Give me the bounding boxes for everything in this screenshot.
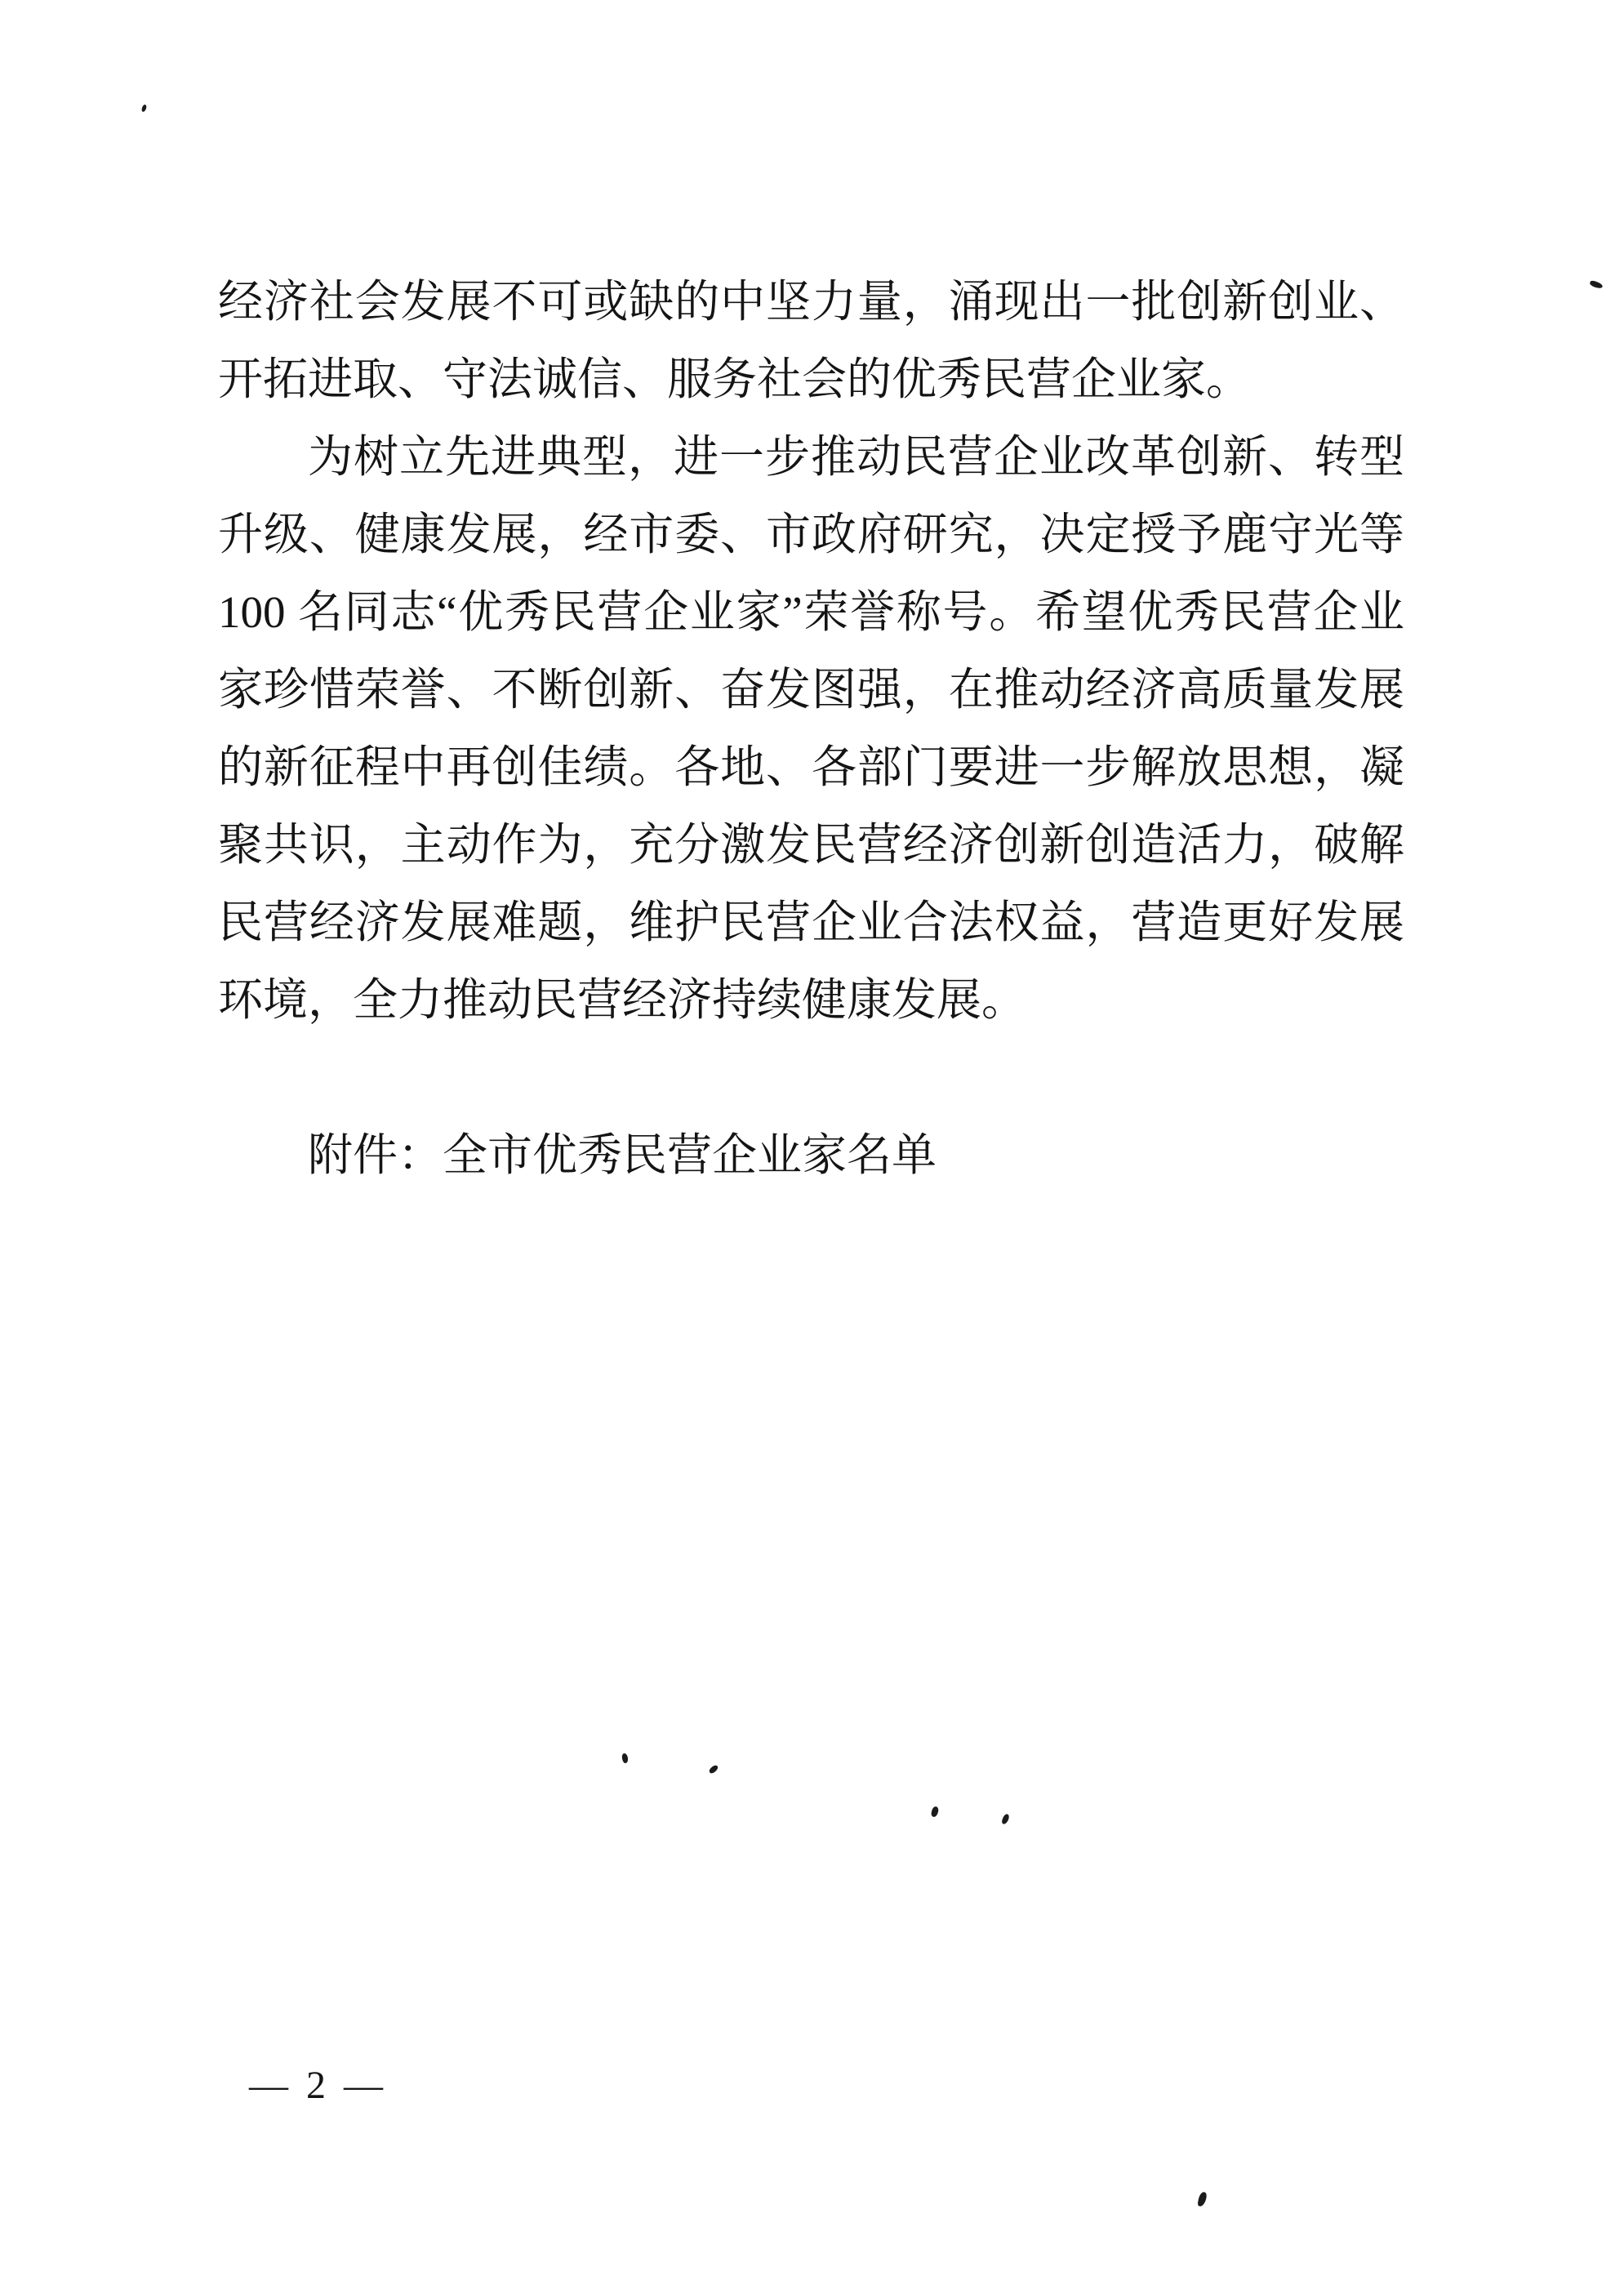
body-line-5: 100 名同志“优秀民营企业家”荣誉称号。希望优秀民营企业 [218,587,1404,637]
body-line-6: 家珍惜荣誉、不断创新、奋发图强，在推动经济高质量发展 [218,665,1404,715]
scan-artifact-speck [1589,280,1603,290]
document-body [218,263,1404,1194]
body-line-1: 经济社会发展不可或缺的中坚力量，涌现出一批创新创业、 [218,277,1404,327]
body-line-8: 聚共识，主动作为，充分激发民营经济创新创造活力，破解 [218,820,1404,870]
scan-artifact-speck [931,1806,939,1817]
body-line-4: 升级、健康发展，经市委、市政府研究，决定授予鹿守光等 [218,510,1404,559]
page-number: — 2 — [249,2064,387,2107]
body-line-9: 民营经济发展难题，维护民营企业合法权益，营造更好发展 [218,898,1404,947]
body-line-3: 为树立先进典型，进一步推动民营企业改革创新、转型 [308,432,1404,482]
body-line-7: 的新征程中再创佳绩。各地、各部门要进一步解放思想，凝 [218,742,1404,792]
attachment-line: 附件：全市优秀民营企业家名单 [308,1130,937,1180]
body-line-2: 开拓进取、守法诚信、服务社会的优秀民营企业家。 [218,354,1252,404]
scan-artifact-speck [1001,1813,1010,1825]
scan-artifact-speck [1197,2191,1208,2207]
scan-artifact-speck [621,1753,630,1763]
scan-artifact-speck [141,105,147,113]
scan-artifact-speck [708,1764,719,1775]
body-line-10: 环境，全力推动民营经济持续健康发展。 [218,975,1027,1025]
